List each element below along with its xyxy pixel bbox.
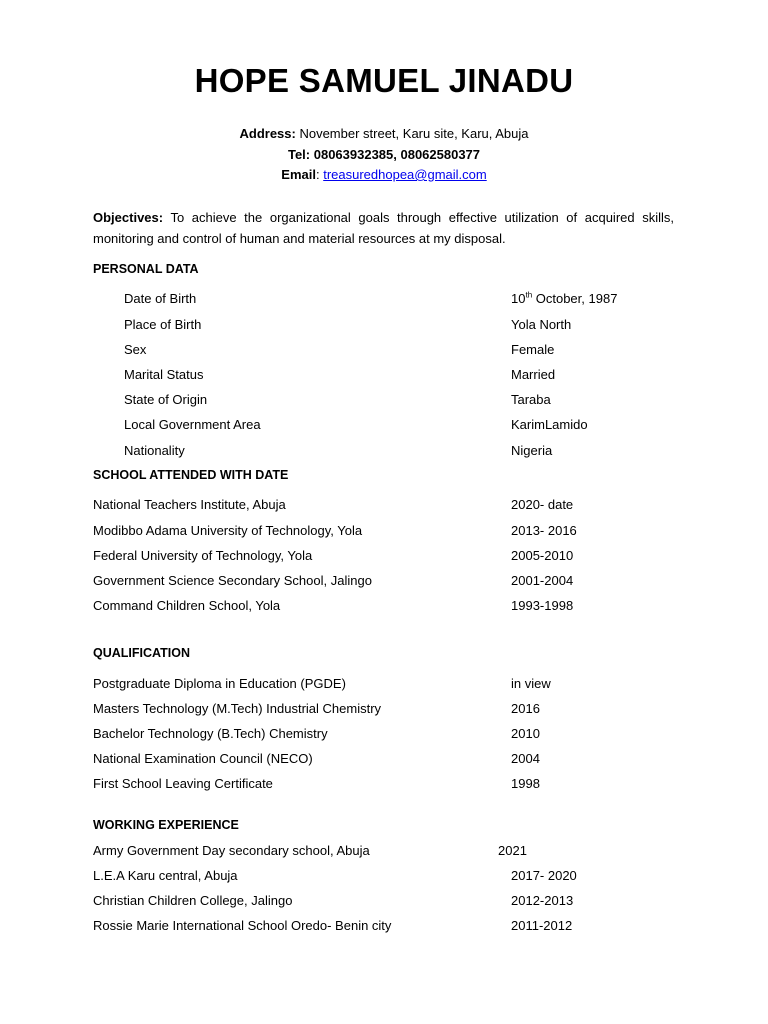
school-date: 1993-1998 [511,598,574,613]
personal-label-place-of-birth: Place of Birth [124,317,202,332]
school-date: 2005-2010 [511,548,574,563]
personal-value-place-of-birth: Yola North [511,317,572,332]
qualification-date: 2004 [511,751,540,766]
email-link[interactable]: treasuredhopea@gmail.com [323,167,487,182]
experience-name: L.E.A Karu central, Abuja [93,868,238,883]
qualification-date: 1998 [511,776,540,791]
personal-data-heading: PERSONAL DATA [93,262,199,276]
dob-day: 10 [511,291,526,306]
qualification-name: Bachelor Technology (B.Tech) Chemistry [93,726,328,741]
school-date: 2020- date [511,497,574,512]
experience-date: 2021 [498,843,527,858]
school-attended-heading: SCHOOL ATTENDED WITH DATE [93,468,289,482]
email-line [0,167,768,182]
school-name: Modibbo Adama University of Technology, Yola [93,523,363,538]
personal-label-sex: Sex [124,342,147,357]
qualification-name: Postgraduate Diploma in Education (PGDE) [93,676,346,691]
personal-label-lga: Local Government Area [124,417,261,432]
school-date: 2013- 2016 [511,523,577,538]
experience-date: 2011-2012 [511,918,573,933]
working-experience-heading: WORKING EXPERIENCE [93,818,239,832]
experience-name: Rossie Marie International School Oredo- Benin city [93,918,392,933]
school-name: Command Children School, Yola [93,598,281,613]
school-name: National Teachers Institute, Abuja [93,497,286,512]
objectives-text: To achieve the organizational goals through effective utilization of acquired skills, monitoring and control of human and material resources at my disposal. [93,210,674,246]
personal-label-state-of-origin: State of Origin [124,392,208,407]
qualification-name: First School Leaving Certificate [93,776,273,791]
school-name: Federal University of Technology, Yola [93,548,313,563]
address-line [0,126,768,141]
objectives-paragraph [93,207,674,249]
telephone-line: Tel: 08063932385, 08062580377 [287,147,481,162]
personal-value-marital-status: Married [511,367,556,382]
qualification-name: Masters Technology (M.Tech) Industrial Chemistry [93,701,382,716]
personal-value-nationality: Nigeria [511,443,553,458]
experience-name: Army Government Day secondary school, Abuja [93,843,370,858]
address-label: Address: [239,126,296,141]
objectives-label: Objectives: [93,210,164,225]
experience-date: 2017- 2020 [511,868,577,883]
experience-name: Christian Children College, Jalingo [93,893,293,908]
email-separator: : [315,167,324,182]
personal-value-state-of-origin: Taraba [511,392,551,407]
qualification-name: National Examination Council (NECO) [93,751,313,766]
personal-label-dob: Date of Birth [124,291,197,306]
personal-value-sex: Female [511,342,555,357]
cv-name: HOPE SAMUEL JINADU [194,62,574,99]
email-label: Email [281,167,316,182]
dob-rest: October, 1987 [532,291,618,306]
school-name: Government Science Secondary School, Jalingo [93,573,372,588]
experience-date: 2012-2013 [511,893,574,908]
qualification-date: 2016 [511,701,540,716]
dob-suffix: th [525,290,533,300]
personal-label-nationality: Nationality [124,443,185,458]
school-date: 2001-2004 [511,573,574,588]
personal-value-lga: KarimLamido [511,417,588,432]
qualification-date: in view [511,676,551,691]
personal-label-marital-status: Marital Status [124,367,204,382]
personal-value-dob [511,290,617,308]
qualification-date: 2010 [511,726,540,741]
qualification-heading: QUALIFICATION [93,646,190,660]
address-value: November street, Karu site, Karu, Abuja [295,126,529,141]
